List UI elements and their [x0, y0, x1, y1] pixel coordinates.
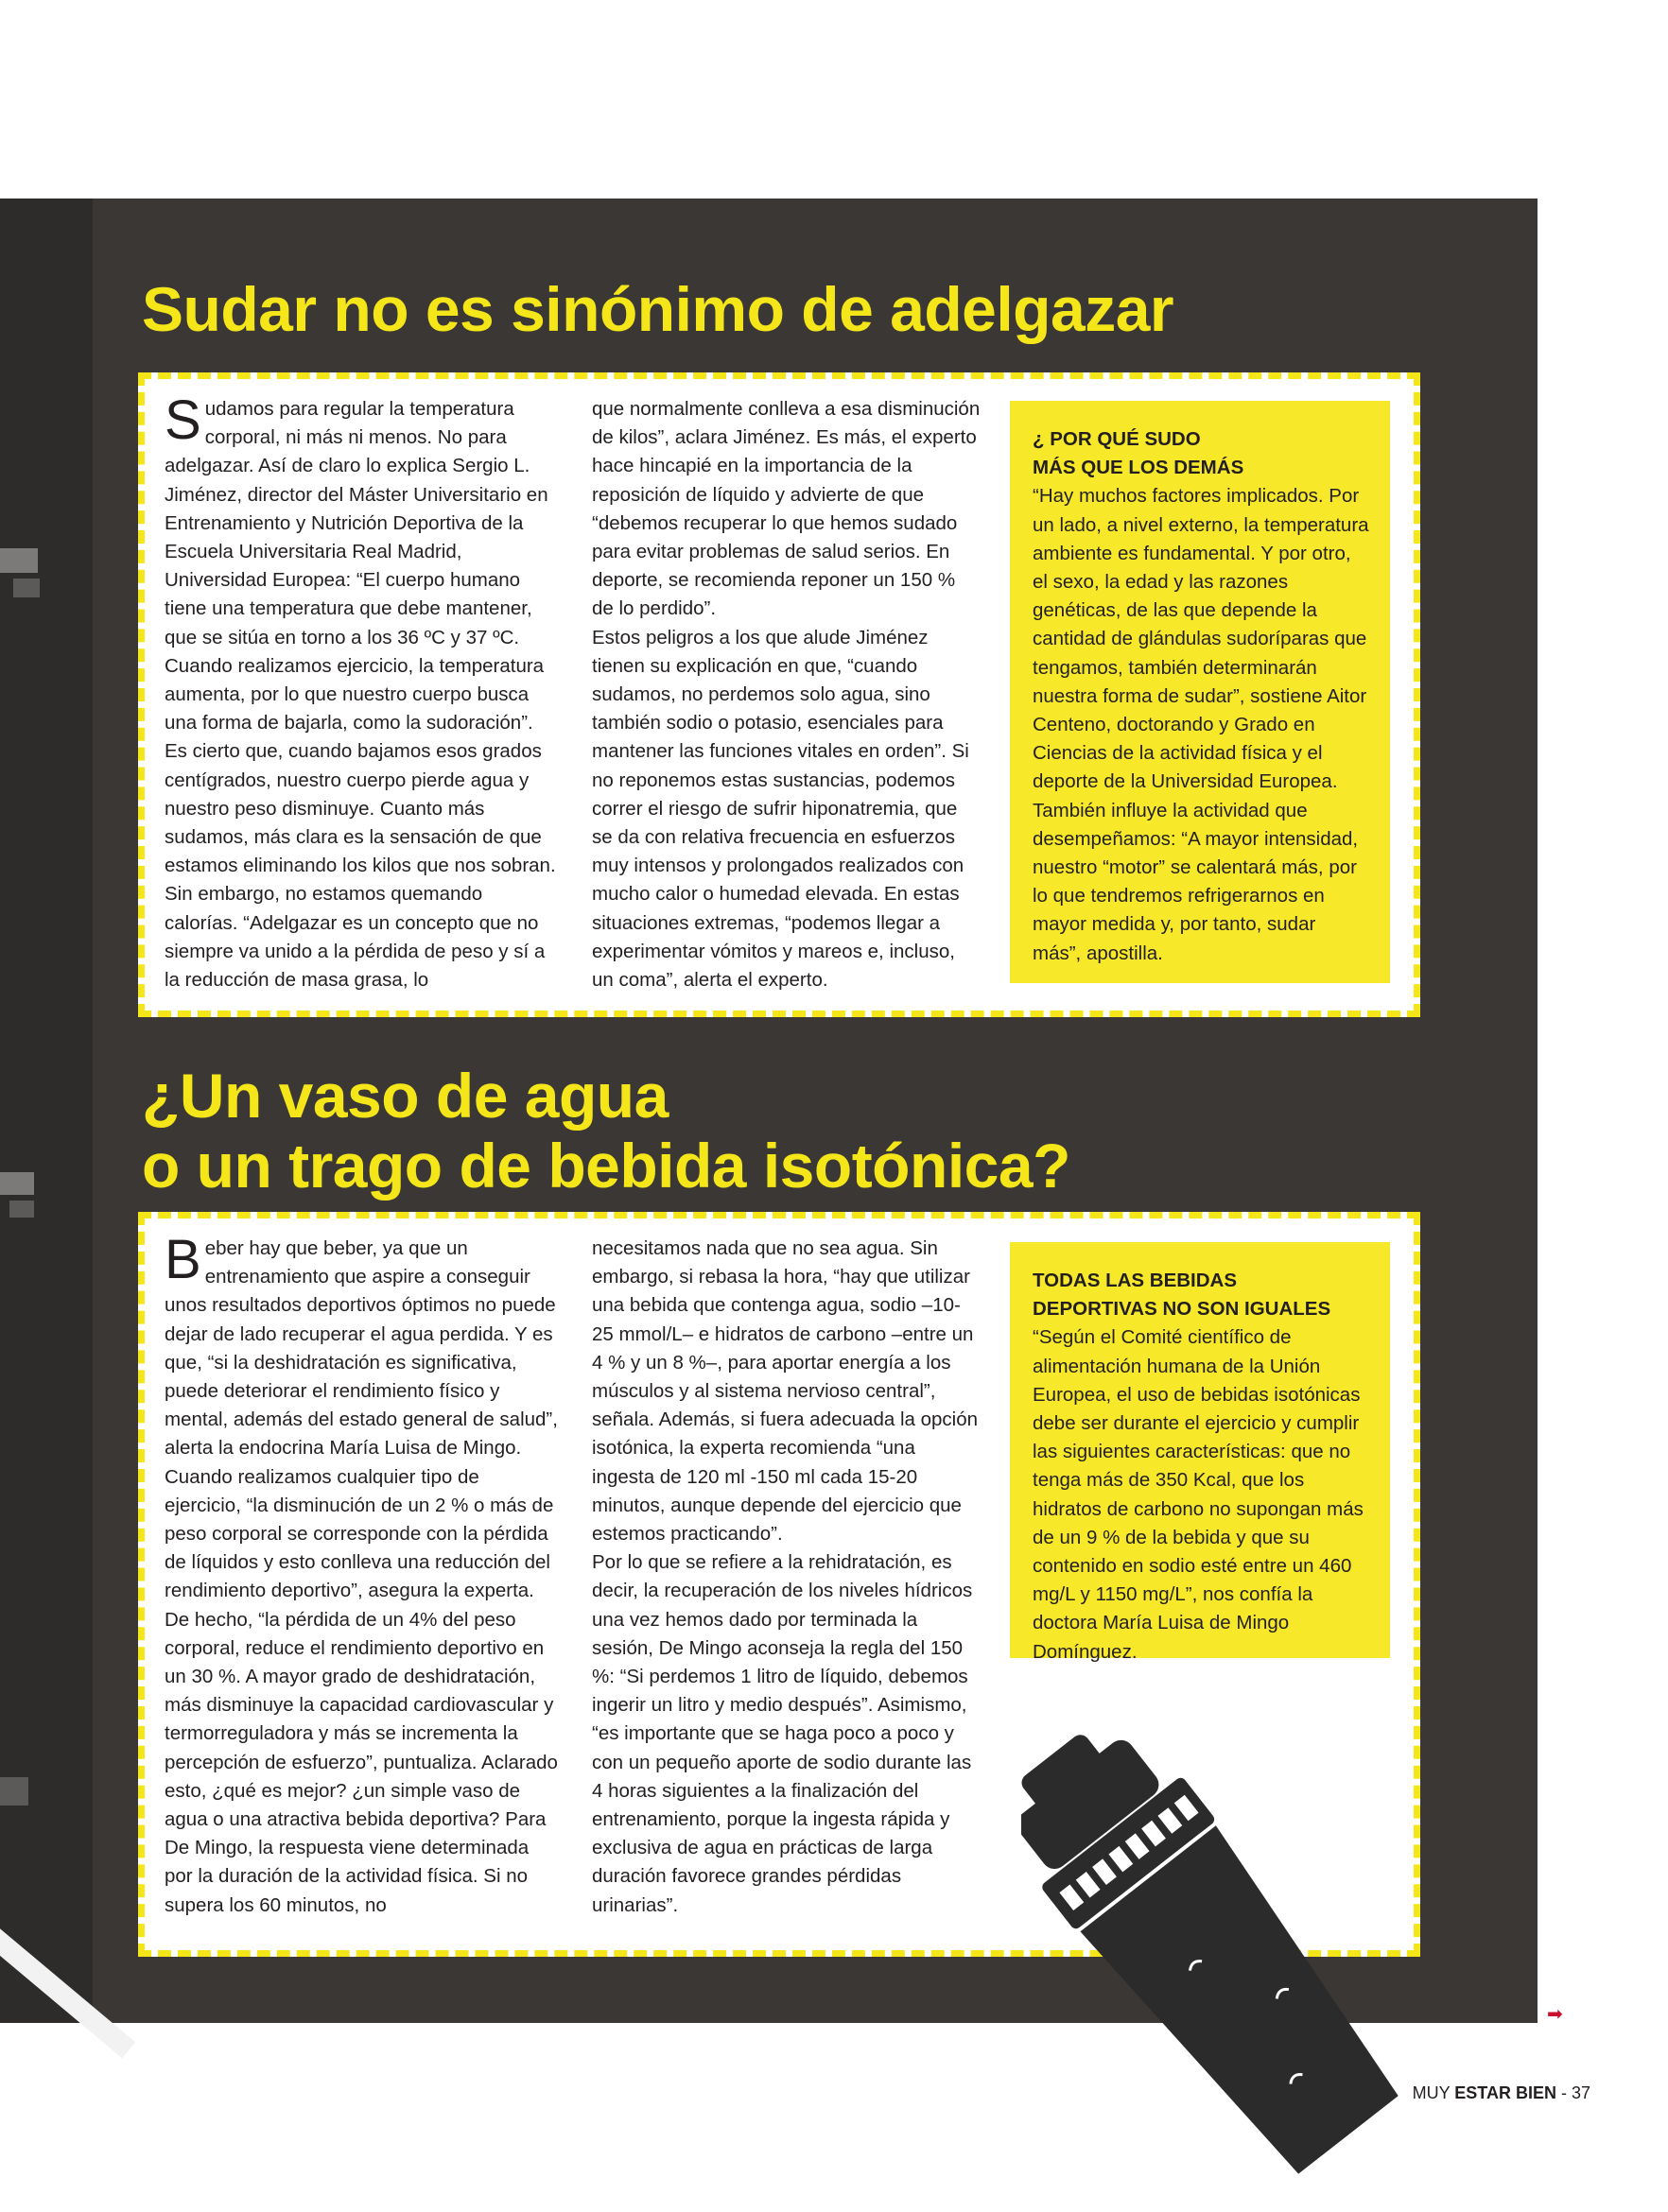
pixel-decoration — [13, 579, 40, 597]
footer-brand-light: MUY — [1412, 2083, 1455, 2102]
section1-dropcap: S — [165, 389, 201, 451]
shaker-bottle-icon — [1021, 1683, 1418, 2212]
pixel-decoration — [0, 1777, 28, 1806]
section1-col2-para2: Estos peligros a los que alude Jiménez tienen su explicación en que, “cuando sudamos, no perdemos solo agua, sino también sodio o potasio, esenciales para mantener las funciones vitales en orden”. Si no reponemos estas sustancias, podemos correr el riesgo de sufrir hiponatremia, que se da con relativa frecuencia en esfuerzos muy intensos y prolongados realizados con mucho calor o humedad elevada. En estas situaciones extremas, “podemos llegar a experimentar vómitos y mareos e, incluso, un coma”, alerta el experto. — [592, 626, 969, 992]
arrow-right-icon: ➡ — [1547, 2004, 1563, 2025]
section1-column1 — [165, 389, 556, 994]
section2-col1-text: eber hay que beber, ya que un entrenamiento que aspire a conseguir unos resultados deportivos óptimos no puede dejar de lado recuperar el agua perdida. Y es que, “si la deshidratación es significativa, puede deteriorar el rendimiento físico y mental, además del estado general de salud”, alerta la endocrina María Luisa de Mingo. Cuando realizamos cualquier tipo de ejercicio, “la disminución de un 2 % o más de peso corporal se corresponde con la pérdida de líquidos y esto conlleva una reducción del rendimiento deportivo”, asegura la experta. De hecho, “la pérdida de un 4% del peso corporal, reduce el rendimiento deportivo en un 30 %. A mayor grado de deshidratación, más disminuye la capacidad cardiovascular y termorreguladora y más se incrementa la percepción de esfuerzo”, puntualiza. Aclarado esto, ¿qué es mejor? ¿un simple vaso de agua o una atractiva bebida deportiva? Para De Mingo, la respuesta viene determinada por la duración de la actividad física. Si no supera los 60 minutos, no — [165, 1237, 558, 1916]
section2-sidebar-title-line1: TODAS LAS BEBIDAS — [1033, 1270, 1238, 1291]
section1-heading: Sudar no es sinónimo de adelgazar — [142, 274, 1174, 344]
section1-column2 — [592, 395, 982, 994]
section2-heading-line2: o un trago de bebida isotónica? — [142, 1131, 1070, 1201]
section2-col2-para2: Por lo que se refiere a la rehidratación, es decir, la recuperación de los niveles hídricos una vez hemos dado por terminada la sesión, De Mingo aconseja la regla del 150 %: “Si perdemos 1 litro de líquido, debemos ingerir un litro y medio después”. Asimismo, “es importante que se haga poco a poco y con un pequeño aporte de sodio durante las 4 horas siguientes a la finalización del entrenamiento, porque la ingesta rápida y exclusiva de agua en prácticas de larga duración favorece grandes pérdidas urinarias”. — [592, 1551, 973, 1916]
dark-edge-strip — [0, 199, 93, 2023]
page-footer — [1413, 2083, 1590, 2103]
section2-dropcap: B — [165, 1229, 201, 1290]
section2-col2-para1: necesitamos nada que no sea agua. Sin embargo, si rebasa la hora, “hay que utilizar una bebida que contenga agua, sodio –10-25 mmol/L– e hidratos de carbono –entre un 4 % y un 8 %–, para aportar energía a los músculos y al sistema nervioso central”, señala. Además, si fuera adecuada la opción isotónica, la experta recomienda “una ingesta de 120 ml -150 ml cada 15-20 minutos, aunque depende del ejercicio que estemos practicando”. — [592, 1237, 978, 1546]
section2-sidebar-body: “Según el Comité científico de alimentación humana de la Unión Europea, el uso de bebidas isotónicas debe ser durante el ejercicio y cumplir las siguientes características: que no tenga más de 350 Kcal, que los hidratos de carbono no supongan más de un 9 % de la bebida y que su contenido en sodio esté entre un 460 mg/L y 1150 mg/L”, nos confía la doctora María Luisa de Mingo Domínguez. — [1033, 1326, 1364, 1663]
section1-sidebar-title-line2: MÁS QUE LOS DEMÁS — [1033, 457, 1244, 479]
section1-col1-text: udamos para regular la temperatura corporal, ni más ni menos. No para adelgazar. Así de claro lo explica Sergio L. Jiménez, director del Máster Universitario en Entrenamiento y Nutrición Deportiva de la Escuela Universitaria Real Madrid, Universidad Europea: “El cuerpo humano tiene una temperatura que debe mantener, que se sitúa en torno a los 36 ºC y 37 ºC. Cuando realizamos ejercicio, la temperatura aumenta, por lo que nuestro cuerpo busca una forma de bajarla, como la sudoración”. Es cierto que, cuando bajamos esos grados centígrados, nuestro cuerpo pierde agua y nuestro peso disminuye. Cuanto más sudamos, más clara es la sensación de que estamos eliminando los kilos que nos sobran. Sin embargo, no estamos quemando calorías. “Adelgazar es un concepto que no siempre va unido a la pérdida de peso y sí a la reducción de masa grasa, lo — [165, 398, 556, 992]
section2-sidebar — [1010, 1242, 1390, 1663]
footer-page-number: - 37 — [1555, 2083, 1590, 2102]
footer-brand-bold: ESTAR BIEN — [1454, 2083, 1556, 2102]
pixel-decoration — [0, 1172, 34, 1195]
section1-sidebar — [1010, 401, 1390, 983]
section2-column1 — [165, 1229, 558, 1920]
section2-sidebar-title-line2: DEPORTIVAS NO SON IGUALES — [1033, 1298, 1331, 1321]
section2-column2 — [592, 1235, 982, 1920]
section2-heading-line1: ¿Un vaso de agua — [142, 1061, 669, 1131]
section1-col2-para1: que normalmente conlleva a esa disminución de kilos”, aclara Jiménez. Es más, el experto hace hincapié en la importancia de la reposición de líquido y advierte de que “debemos recuperar lo que hemos sudado para evitar problemas de salud serios. En deporte, se recomienda reponer un 150 % de lo perdido”. — [592, 398, 981, 620]
section2-heading — [142, 1061, 1070, 1201]
section1-sidebar-title-line1: ¿ POR QUÉ SUDO — [1033, 428, 1201, 450]
pixel-decoration — [0, 548, 38, 573]
section1-sidebar-body: “Hay muchos factores implicados. Por un lado, a nivel externo, la temperatura ambiente es fundamental. Y por otro, el sexo, la edad y las razones genéticas, de las que depende la cantidad de glándulas sudoríparas que tengamos, también determinarán nuestra forma de sudar”, sostiene Aitor Centeno, doctorando y Grado en Ciencias de la actividad física y el deporte de la Universidad Europea. También influye la actividad que desempeñamos: “A mayor intensidad, nuestro “motor” se calentará más, por lo que tendremos refrigerarnos en mayor medida y, por tanto, sudar más”, apostilla. — [1033, 485, 1369, 964]
pixel-decoration — [9, 1201, 34, 1218]
